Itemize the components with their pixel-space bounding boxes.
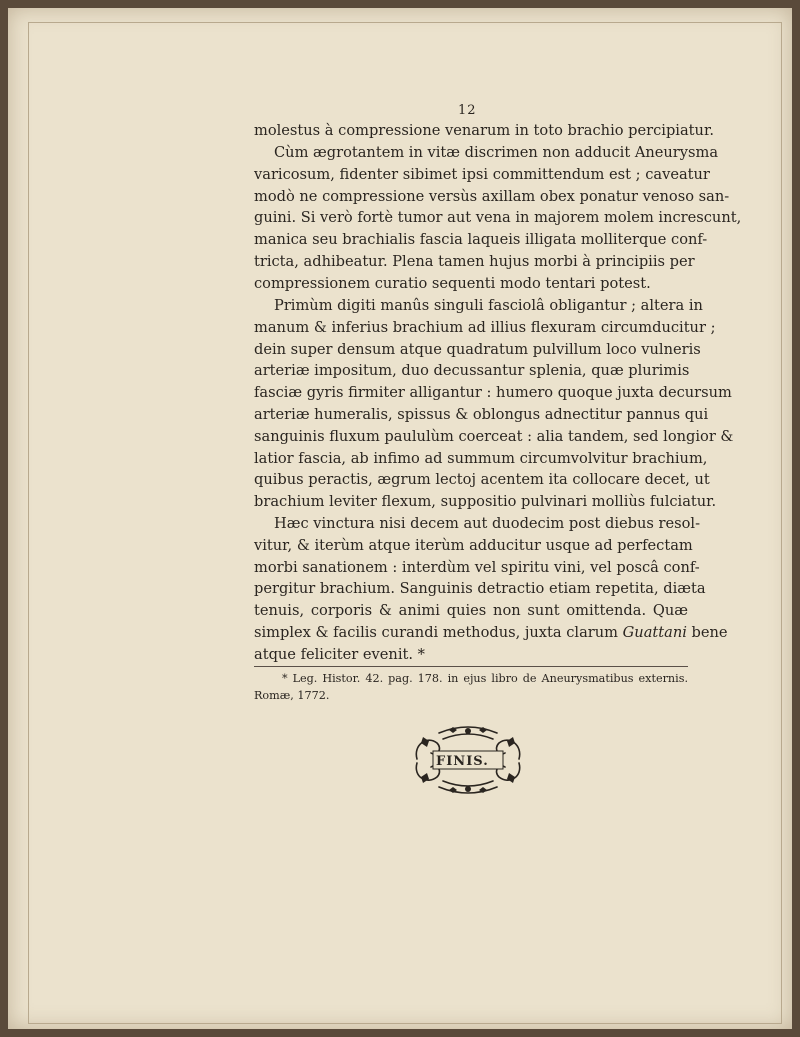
author-name: Guattani [622,623,687,641]
text-line: brachium leviter flexum, suppositio pulvinari molliùs fulciatur. [254,493,717,511]
text-line: manica seu brachialis fascia laqueis illigata molliterque conf- [254,231,708,249]
text-line: dein super densum atque quadratum pulvillum loco vulneris [254,340,701,358]
text-line: Cùm ægrotantem in vitæ discrimen non adducit Aneurysma [274,144,719,161]
text-line: arteriæ humeralis, spissus & oblongus adnectitur pannus qui [254,405,709,423]
paragraph-1 [254,120,714,142]
paragraph-4 [254,513,728,666]
text-line: compressionem curatio sequenti modo tentari potest. [254,274,651,292]
text-line: tricta, adhibeatur. Plena tamen hujus morbi à principiis per [254,252,695,270]
footnote-line: * Leg. Histor. 42. pag. 178. in ejus libro de Aneurysmatibus externis. [282,672,688,685]
footnote [254,670,688,704]
text-line: manum & inferius brachium ad illius flexuram circumducitur ; [254,318,716,336]
text-line: simplex & facilis curandi methodus, juxta clarum Guattani bene [254,623,728,641]
text-line: vitur, & iterùm atque iterùm adducitur usque ad perfectam [254,536,693,554]
text-line: sanguinis fluxum paululùm coerceat : alia tandem, sed longior & [254,427,734,445]
footnote-rule [254,666,688,667]
text-line: arteriæ impositum, duo decussantur splenia, quæ plurimis [254,362,690,380]
page-number: 12 [458,103,477,118]
text-line: fasciæ gyris firmiter alligantur : humero quoque juxta decursum [254,384,732,402]
footnote-line: Romæ, 1772. [254,689,330,702]
text-line: varicosum, fidenter sibimet ipsi committendum est ; caveatur [254,165,710,183]
text-line: quibus peractis, ægrum lectoj acentem ita collocare decet, ut [254,471,710,489]
text-line: Hæc vinctura nisi decem aut duodecim post diebus resol- [274,515,700,532]
paragraph-2 [254,142,742,295]
book-page [8,8,792,1029]
text-line: atque feliciter evenit. * [254,645,425,663]
text-line: modò ne compressione versùs axillam obex ponatur venoso san- [254,187,730,205]
text-line: pergitur brachium. Sanguinis detractio etiam repetita, diæta [254,580,706,598]
text-line: morbi sanationem : interdùm vel spiritu vini, vel poscâ conf- [254,558,700,576]
text-line: Primùm digiti manûs singuli fasciolâ obligantur ; altera in [274,297,703,314]
text-line: latior fascia, ab infimo ad summum circumvolvitur brachium, [254,449,708,467]
finis-label: FINIS. [436,754,489,769]
text-line: tenuis, corporis & animi quies non sunt omittenda. Quæ [254,602,688,620]
paragraph-3 [254,295,734,513]
text-line: molestus à compressione venarum in toto brachio percipiatur. [254,122,714,139]
text-line: guini. Si verò fortè tumor aut vena in majorem molem increscunt, [254,209,742,227]
